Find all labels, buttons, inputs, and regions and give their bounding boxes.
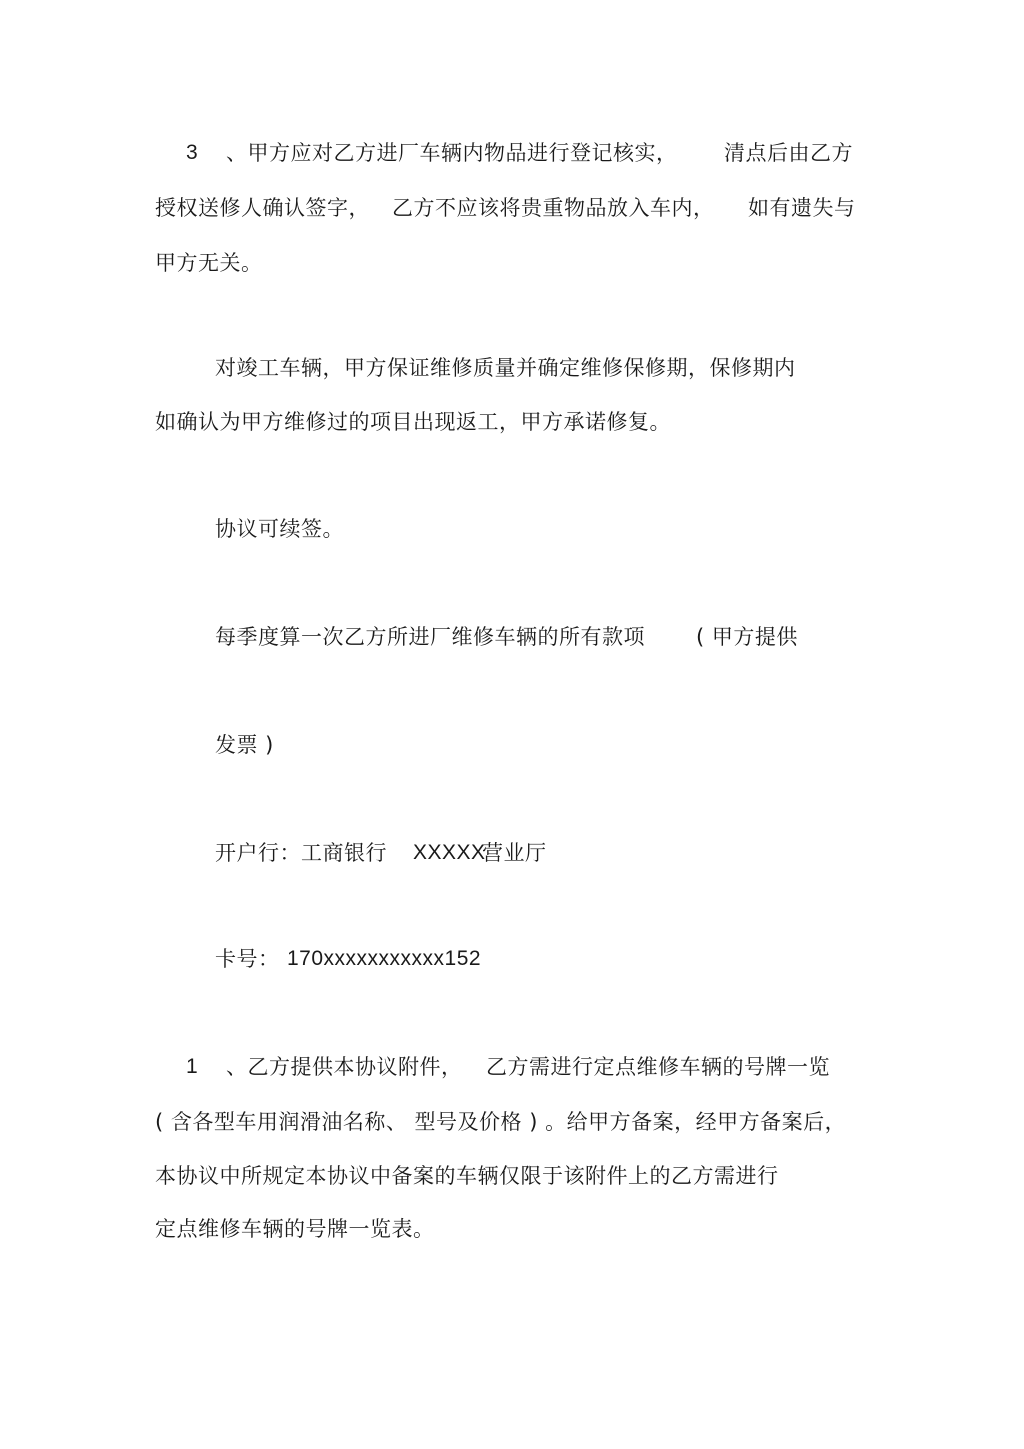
para1-line2a: 授权送修人确认签字， bbox=[155, 196, 370, 220]
para1-line1b: 清点后由乙方 bbox=[724, 141, 853, 165]
para4-line2: 发票 ) bbox=[215, 733, 274, 757]
para1-line3: 甲方无关。 bbox=[155, 251, 263, 275]
para2-line1: 对竣工车辆，甲方保证维修质量并确定维修保修期，保修期内 bbox=[215, 356, 796, 380]
para1-line2b: 乙方不应该将贵重物品放入车内， bbox=[392, 196, 715, 220]
para5-line1a: 、乙方提供本协议附件， bbox=[226, 1055, 463, 1079]
para5-line4: 定点维修车辆的号牌一览表。 bbox=[155, 1217, 435, 1241]
para5-line2: ( 含各型车用润滑油名称、 型号及价格 ) 。给甲方备案，经甲方备案后， bbox=[155, 1110, 847, 1134]
bank-branch-suffix: 营业厅 bbox=[482, 841, 547, 865]
card-label: 卡号： bbox=[215, 947, 280, 971]
bank-branch-code: XXXXX bbox=[413, 841, 486, 864]
para1-number: 3 bbox=[186, 141, 199, 164]
para1-line1a: 、甲方应对乙方进厂车辆内物品进行登记核实， bbox=[226, 141, 678, 165]
para2-line2: 如确认为甲方维修过的项目出现返工，甲方承诺修复。 bbox=[155, 410, 671, 434]
para3-line1: 协议可续签。 bbox=[215, 517, 344, 541]
bank-label: 开户行：工商银行 bbox=[215, 841, 387, 865]
card-number: 170xxxxxxxxxxx152 bbox=[287, 947, 482, 970]
para1-line2c: 如有遗失与 bbox=[748, 196, 856, 220]
para5-number: 1 bbox=[186, 1055, 199, 1078]
para4-line1a: 每季度算一次乙方所进厂维修车辆的所有款项 bbox=[215, 625, 645, 649]
para4-line1b: ( 甲方提供 bbox=[696, 625, 798, 649]
para5-line3: 本协议中所规定本协议中备案的车辆仅限于该附件上的乙方需进行 bbox=[155, 1164, 779, 1188]
para5-line1b: 乙方需进行定点维修车辆的号牌一览 bbox=[486, 1055, 830, 1079]
